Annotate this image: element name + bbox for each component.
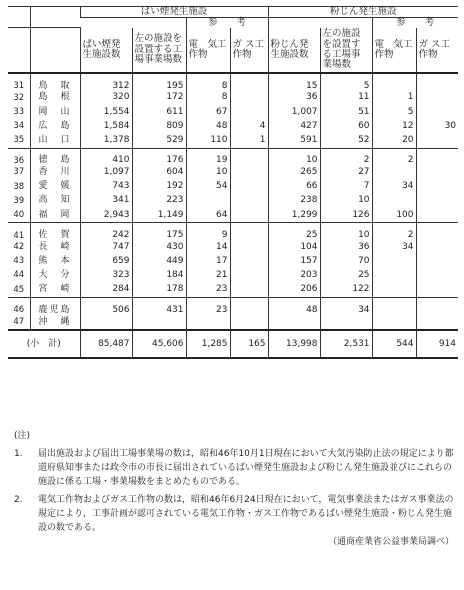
cell-h bbox=[416, 283, 458, 298]
cell-e: 1,299 bbox=[268, 208, 320, 223]
table-row bbox=[8, 166, 458, 180]
cell-g: 1 bbox=[372, 91, 416, 105]
cell-c: 19 bbox=[186, 148, 230, 166]
cell-no: 42 bbox=[13, 242, 25, 253]
cell-e: 15 bbox=[268, 73, 320, 91]
total-e: 13,998 bbox=[268, 330, 320, 358]
cell-c: 10 bbox=[186, 166, 230, 180]
table-row bbox=[8, 208, 458, 223]
cell-a: 2,943 bbox=[80, 208, 132, 223]
cell-a bbox=[80, 315, 132, 330]
sankou1-header: 参 考 bbox=[186, 17, 268, 27]
total-a: 85,487 bbox=[80, 330, 132, 358]
cell-b: 172 bbox=[132, 91, 186, 105]
total-row bbox=[8, 330, 458, 358]
cell-f: 52 bbox=[320, 134, 372, 149]
cell-g bbox=[372, 283, 416, 298]
cell-f: 7 bbox=[320, 180, 372, 194]
note-text: 届出施設および届出工場事業場の数は，昭和46年10月1日現在において大気汚染防止法の規定により都道府県知事または政令市の市長に届出されているばい煙発生施設および粉じん発生施設並びにこれらの施設に係る工場・事業場数をまとめたものである。 bbox=[38, 448, 454, 487]
cell-c: 54 bbox=[186, 180, 230, 194]
cell-b: 1,149 bbox=[132, 208, 186, 223]
cell-b: 195 bbox=[132, 73, 186, 91]
cell-b: 178 bbox=[132, 283, 186, 298]
cell-e: 104 bbox=[268, 240, 320, 254]
cell-d bbox=[230, 255, 268, 269]
cell-b: 604 bbox=[132, 166, 186, 180]
cell-no: 38 bbox=[13, 181, 25, 192]
cell-h bbox=[416, 223, 458, 241]
cell-c: 9 bbox=[186, 223, 230, 241]
cell-c: 23 bbox=[186, 298, 230, 316]
cell-pref: 佐 賀 bbox=[30, 223, 80, 241]
cell-c: 48 bbox=[186, 119, 230, 133]
cell-b bbox=[132, 315, 186, 330]
table-row bbox=[8, 73, 458, 91]
cell-f: 60 bbox=[320, 119, 372, 133]
cell-b: 611 bbox=[132, 105, 186, 119]
cell-a: 1,554 bbox=[80, 105, 132, 119]
cell-e: 206 bbox=[268, 283, 320, 298]
cell-h bbox=[416, 73, 458, 91]
cell-g: 34 bbox=[372, 180, 416, 194]
group2-header: 粉じん発生施設 bbox=[268, 7, 458, 18]
cell-pref: 福 岡 bbox=[30, 208, 80, 223]
cell-f: 126 bbox=[320, 208, 372, 223]
cell-b: 430 bbox=[132, 240, 186, 254]
cell-pref: 山 口 bbox=[30, 134, 80, 149]
cell-f: 70 bbox=[320, 255, 372, 269]
total-h: 914 bbox=[416, 330, 458, 358]
table-row bbox=[8, 223, 458, 241]
cell-b: 175 bbox=[132, 223, 186, 241]
cell-c: 17 bbox=[186, 255, 230, 269]
cell-c: 14 bbox=[186, 240, 230, 254]
col-a-header: ばい煙発生施設数 bbox=[80, 28, 132, 73]
cell-d bbox=[230, 223, 268, 241]
table-row bbox=[8, 134, 458, 149]
cell-c: 21 bbox=[186, 269, 230, 283]
cell-b: 176 bbox=[132, 148, 186, 166]
cell-no: 39 bbox=[13, 195, 25, 206]
cell-e: 1,007 bbox=[268, 105, 320, 119]
total-f: 2,531 bbox=[320, 330, 372, 358]
cell-g: 12 bbox=[372, 119, 416, 133]
cell-d bbox=[230, 298, 268, 316]
col-c-header: 電 気工作物 bbox=[186, 28, 230, 73]
cell-f: 10 bbox=[320, 223, 372, 241]
cell-h bbox=[416, 148, 458, 166]
cell-no: 40 bbox=[8, 208, 30, 223]
col-g-header: 電 気工作物 bbox=[372, 28, 416, 73]
cell-a: 1,378 bbox=[80, 134, 132, 149]
table-row bbox=[8, 315, 458, 330]
cell-c: 67 bbox=[186, 105, 230, 119]
cell-f: 34 bbox=[320, 298, 372, 316]
cell-a: 323 bbox=[80, 269, 132, 283]
cell-f: 5 bbox=[320, 73, 372, 91]
notes bbox=[14, 430, 454, 550]
cell-d bbox=[230, 91, 268, 105]
cell-h bbox=[416, 180, 458, 194]
table-row bbox=[8, 298, 458, 316]
cell-pref: 鳥 取 bbox=[30, 73, 80, 91]
cell-g bbox=[372, 73, 416, 91]
cell-g bbox=[372, 255, 416, 269]
cell-pref: 島 根 bbox=[30, 91, 80, 105]
notes-source: （通商産業省公益事業局調べ） bbox=[327, 536, 454, 547]
cell-f: 10 bbox=[320, 194, 372, 208]
cell-e: 66 bbox=[268, 180, 320, 194]
col-b-header: 左の施設を設置する工場事業場数 bbox=[132, 28, 186, 73]
cell-c bbox=[186, 315, 230, 330]
table-row bbox=[8, 269, 458, 283]
cell-b: 431 bbox=[132, 298, 186, 316]
note-item bbox=[14, 494, 454, 536]
cell-g bbox=[372, 194, 416, 208]
cell-b: 192 bbox=[132, 180, 186, 194]
cell-no: 31 bbox=[13, 81, 25, 92]
cell-e: 36 bbox=[268, 91, 320, 105]
cell-g: 2 bbox=[372, 223, 416, 241]
cell-a: 320 bbox=[80, 91, 132, 105]
cell-f: 122 bbox=[320, 283, 372, 298]
cell-d bbox=[230, 315, 268, 330]
table-row bbox=[8, 105, 458, 119]
cell-b: 184 bbox=[132, 269, 186, 283]
cell-pref: 長 崎 bbox=[30, 240, 80, 254]
cell-e bbox=[268, 315, 320, 330]
cell-d: 4 bbox=[230, 119, 268, 133]
cell-pref: 熊 本 bbox=[30, 255, 80, 269]
cell-g: 100 bbox=[372, 208, 416, 223]
cell-pref: 宮 崎 bbox=[30, 283, 80, 298]
facility-table bbox=[8, 6, 458, 359]
cell-d bbox=[230, 166, 268, 180]
cell-e: 203 bbox=[268, 269, 320, 283]
cell-pref: 岡 山 bbox=[30, 105, 80, 119]
cell-d bbox=[230, 208, 268, 223]
cell-d bbox=[230, 269, 268, 283]
cell-a: 743 bbox=[80, 180, 132, 194]
cell-e: 591 bbox=[268, 134, 320, 149]
cell-a: 659 bbox=[80, 255, 132, 269]
cell-pref: 広 島 bbox=[30, 119, 80, 133]
cell-h bbox=[416, 134, 458, 149]
cell-e: 238 bbox=[268, 194, 320, 208]
cell-no: 41 bbox=[13, 230, 25, 241]
cell-e: 157 bbox=[268, 255, 320, 269]
table-row bbox=[8, 119, 458, 133]
cell-no: 46 bbox=[13, 305, 25, 316]
cell-no: 33 bbox=[13, 106, 25, 117]
cell-e: 10 bbox=[268, 148, 320, 166]
cell-h bbox=[416, 194, 458, 208]
cell-a: 1,584 bbox=[80, 119, 132, 133]
cell-pref: 沖 縄 bbox=[30, 315, 80, 330]
cell-d bbox=[230, 180, 268, 194]
cell-pref: 愛 媛 bbox=[30, 180, 80, 194]
cell-a: 506 bbox=[80, 298, 132, 316]
table-row bbox=[8, 283, 458, 298]
cell-g: 34 bbox=[372, 240, 416, 254]
col-d-header: ガ ス工作物 bbox=[230, 28, 268, 73]
cell-h bbox=[416, 269, 458, 283]
cell-no: 36 bbox=[13, 155, 25, 166]
cell-e: 427 bbox=[268, 119, 320, 133]
cell-h bbox=[416, 315, 458, 330]
cell-f: 27 bbox=[320, 166, 372, 180]
total-label: (小 計) bbox=[8, 330, 80, 358]
note-number: 1. bbox=[14, 448, 23, 459]
cell-a: 341 bbox=[80, 194, 132, 208]
note-text: 電気工作物およびガス工作物の数は，昭和46年6月24日現在において，電気事業法またはガス事業法の規定により，工事計画が認可されている電気工作物・ガス工作物であるばい煙発生施設・粉じん発生施設の数である。 bbox=[38, 494, 454, 533]
cell-no: 35 bbox=[8, 134, 30, 149]
cell-no: 37 bbox=[13, 167, 25, 178]
total-b: 45,606 bbox=[132, 330, 186, 358]
table-row bbox=[8, 194, 458, 208]
cell-a: 747 bbox=[80, 240, 132, 254]
cell-g: 5 bbox=[372, 105, 416, 119]
total-d: 165 bbox=[230, 330, 268, 358]
cell-b: 809 bbox=[132, 119, 186, 133]
cell-no: 47 bbox=[13, 316, 25, 327]
cell-c: 8 bbox=[186, 91, 230, 105]
cell-b: 223 bbox=[132, 194, 186, 208]
cell-a: 410 bbox=[80, 148, 132, 166]
cell-h bbox=[416, 255, 458, 269]
cell-d bbox=[230, 148, 268, 166]
cell-d bbox=[230, 283, 268, 298]
table-row bbox=[8, 91, 458, 105]
cell-e: 48 bbox=[268, 298, 320, 316]
col-h-header: ガ ス工作物 bbox=[416, 28, 458, 73]
note-number: 2. bbox=[14, 494, 23, 505]
table-row bbox=[8, 255, 458, 269]
cell-c bbox=[186, 194, 230, 208]
cell-f: 11 bbox=[320, 91, 372, 105]
cell-g bbox=[372, 166, 416, 180]
cell-f bbox=[320, 315, 372, 330]
cell-b: 529 bbox=[132, 134, 186, 149]
cell-d bbox=[230, 240, 268, 254]
group1-header: ばい煙発生施設 bbox=[80, 7, 268, 18]
table-row bbox=[8, 148, 458, 166]
cell-a: 1,097 bbox=[80, 166, 132, 180]
cell-c: 110 bbox=[186, 134, 230, 149]
cell-no: 32 bbox=[13, 92, 25, 103]
cell-h bbox=[416, 298, 458, 316]
cell-b: 449 bbox=[132, 255, 186, 269]
cell-g bbox=[372, 298, 416, 316]
cell-d bbox=[230, 194, 268, 208]
cell-f: 25 bbox=[320, 269, 372, 283]
cell-pref: 高 知 bbox=[30, 194, 80, 208]
cell-e: 25 bbox=[268, 223, 320, 241]
col-f-header: 左の施設を設置する工場事業場数 bbox=[320, 28, 372, 73]
cell-c: 23 bbox=[186, 283, 230, 298]
total-g: 544 bbox=[372, 330, 416, 358]
cell-f: 2 bbox=[320, 148, 372, 166]
cell-g bbox=[372, 269, 416, 283]
cell-d: 1 bbox=[230, 134, 268, 149]
cell-pref: 香 川 bbox=[30, 166, 80, 180]
cell-pref: 徳 島 bbox=[30, 148, 80, 166]
cell-h bbox=[416, 91, 458, 105]
cell-e: 265 bbox=[268, 166, 320, 180]
cell-no: 43 bbox=[13, 256, 25, 267]
cell-g bbox=[372, 315, 416, 330]
cell-a: 242 bbox=[80, 223, 132, 241]
cell-h bbox=[416, 240, 458, 254]
cell-no: 45 bbox=[8, 283, 30, 298]
cell-f: 51 bbox=[320, 105, 372, 119]
total-c: 1,285 bbox=[186, 330, 230, 358]
cell-h bbox=[416, 208, 458, 223]
table-row bbox=[8, 240, 458, 254]
cell-d bbox=[230, 73, 268, 91]
cell-g: 20 bbox=[372, 134, 416, 149]
cell-a: 284 bbox=[80, 283, 132, 298]
cell-no: 34 bbox=[13, 120, 25, 131]
notes-title: (注) bbox=[14, 431, 31, 441]
cell-g: 2 bbox=[372, 148, 416, 166]
cell-d bbox=[230, 105, 268, 119]
cell-no: 44 bbox=[13, 270, 25, 281]
sankou2-header: 参 考 bbox=[372, 17, 458, 27]
table-row bbox=[8, 180, 458, 194]
cell-h: 30 bbox=[416, 119, 458, 133]
col-e-header: 粉じん発生施設数 bbox=[268, 28, 320, 73]
cell-pref: 鹿児島 bbox=[30, 298, 80, 316]
cell-c: 64 bbox=[186, 208, 230, 223]
cell-c: 8 bbox=[186, 73, 230, 91]
cell-pref: 大 分 bbox=[30, 269, 80, 283]
cell-h bbox=[416, 105, 458, 119]
cell-f: 36 bbox=[320, 240, 372, 254]
cell-h bbox=[416, 166, 458, 180]
note-item bbox=[14, 448, 454, 490]
cell-a: 312 bbox=[80, 73, 132, 91]
